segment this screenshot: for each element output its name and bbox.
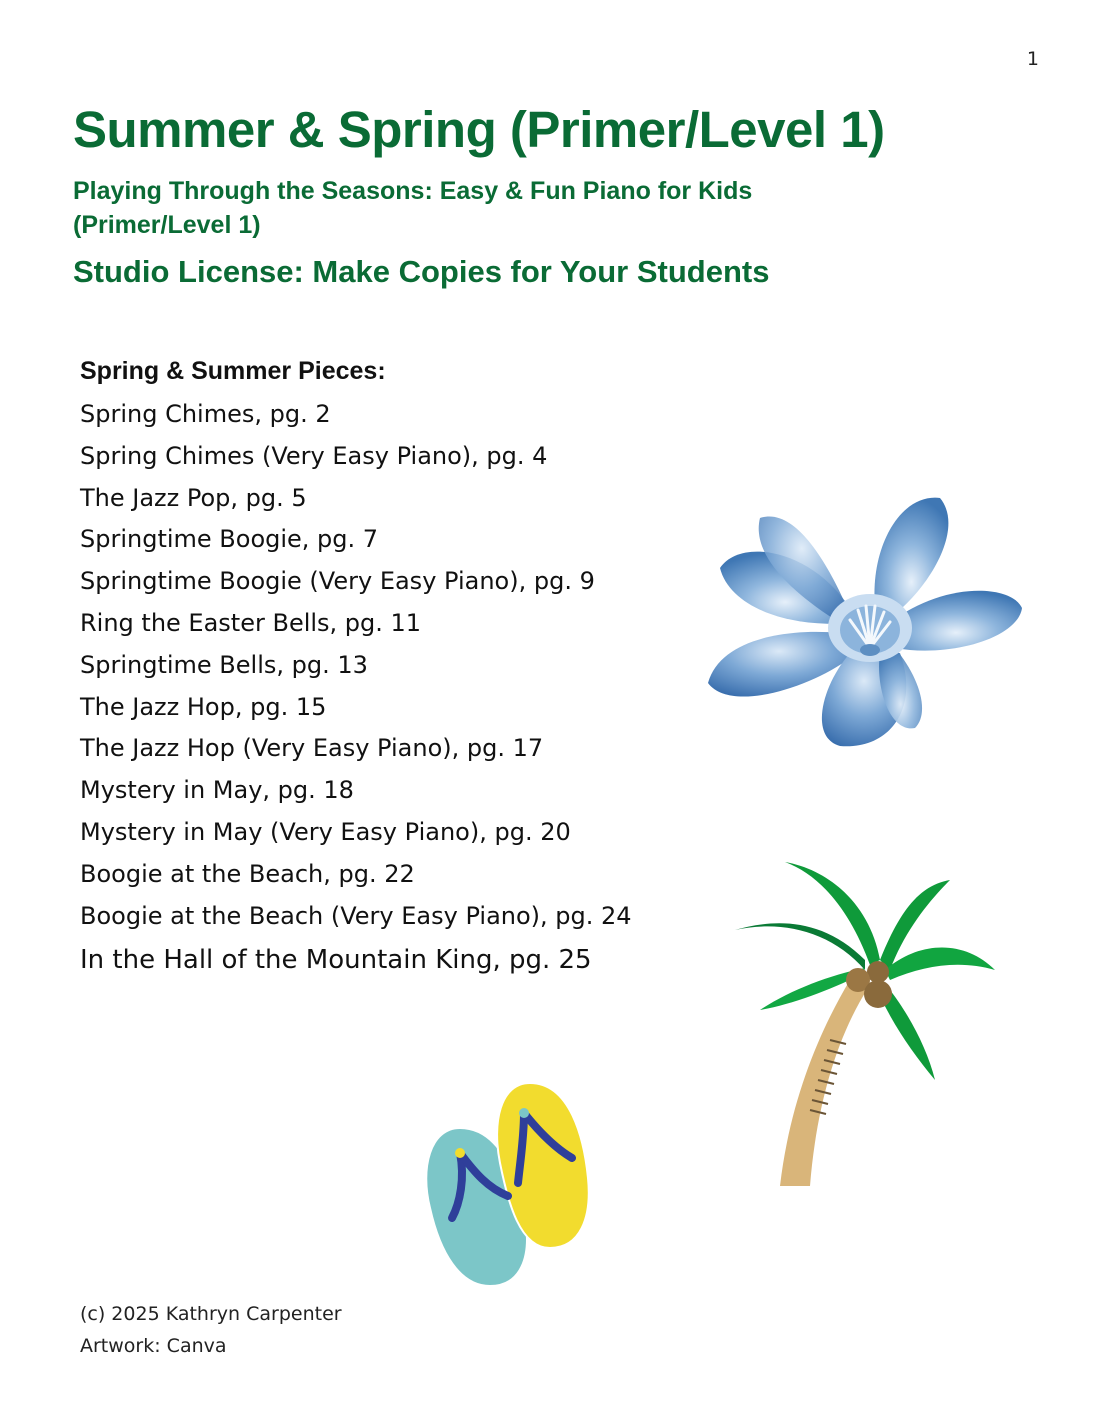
list-item: In the Hall of the Mountain King, pg. 25 (80, 945, 592, 976)
list-item: Spring Chimes (Very Easy Piano), pg. 4 (80, 441, 548, 470)
pieces-heading: Spring & Summer Pieces: (80, 357, 386, 385)
list-item: Springtime Boogie, pg. 7 (80, 525, 379, 554)
page-title: Summer & Spring (Primer/Level 1) (73, 101, 885, 158)
list-item: Mystery in May, pg. 18 (80, 776, 354, 805)
list-item: Ring the Easter Bells, pg. 11 (80, 608, 422, 637)
list-item: Boogie at the Beach (Very Easy Piano), pg. 24 (80, 901, 632, 930)
palm-tree-illustration (730, 860, 1000, 1190)
license-heading: Studio License: Make Copies for Your Students (73, 254, 770, 289)
footer (80, 1298, 342, 1362)
subtitle-line-1: Playing Through the Seasons: Easy & Fun Piano for Kids (73, 177, 753, 205)
list-item: Mystery in May (Very Easy Piano), pg. 20 (80, 817, 571, 846)
list-item: Boogie at the Beach, pg. 22 (80, 859, 415, 888)
list-item: The Jazz Hop (Very Easy Piano), pg. 17 (80, 734, 544, 763)
list-item: The Jazz Pop, pg. 5 (80, 483, 307, 512)
list-item: The Jazz Hop, pg. 15 (80, 692, 327, 721)
copyright-text: (c) 2025 Kathryn Carpenter (80, 1303, 342, 1325)
flip-flops-illustration (420, 1078, 600, 1290)
subtitle (73, 174, 893, 242)
blue-flower-illustration (700, 488, 1030, 750)
pieces-list (80, 394, 632, 983)
page-number: 1 (1026, 48, 1039, 70)
artwork-credit: Artwork: Canva (80, 1335, 227, 1357)
list-item: Spring Chimes, pg. 2 (80, 400, 331, 428)
list-item: Springtime Bells, pg. 13 (80, 650, 368, 679)
list-item: Springtime Boogie (Very Easy Piano), pg. 9 (80, 567, 595, 596)
subtitle-line-2: (Primer/Level 1) (73, 211, 261, 239)
